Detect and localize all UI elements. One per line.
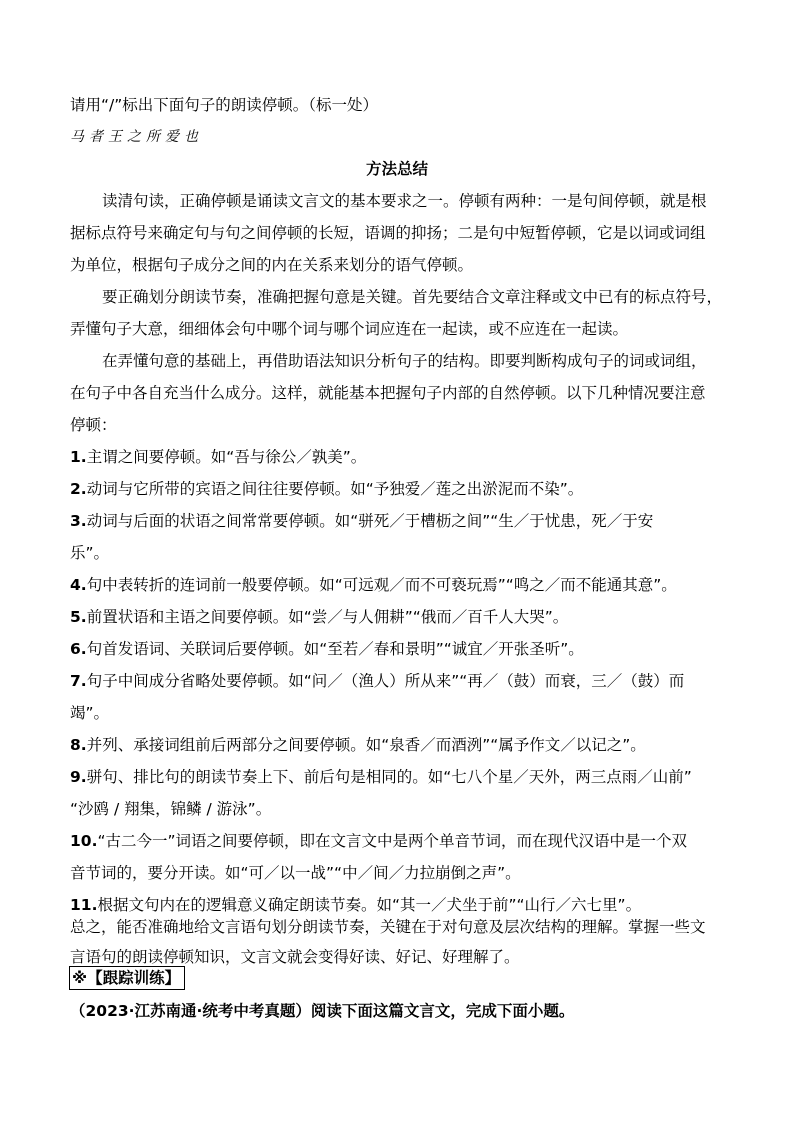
rule-text: 音节词的，要分开读。如“可／以一战”“中／间／力拉崩倒之声”。 [70, 864, 521, 882]
method-paragraph-3-line-1: 在弄懂句意的基础上，再借助语法知识分析句子的结构。即要判断构成句子的词或词组， [102, 352, 707, 370]
training-label: ※【跟踪训练】 [69, 966, 185, 990]
rule-text: 动词与它所带的宾语之间往往要停顿。如“予独爱／莲之出淤泥而不染”。 [86, 480, 584, 498]
method-paragraph-2-line-2: 弄懂句子大意，细细体会句中哪个词与哪个词应连在一起读，或不应连在一起读。 [70, 320, 629, 338]
rule-number: 2. [70, 480, 87, 498]
rule-number: 5. [70, 608, 87, 626]
method-paragraph-1-line-1: 读清句读，正确停顿是诵读文言文的基本要求之一。停顿有两种：一是句间停顿，就是根 [102, 192, 707, 210]
rule-number: 3. [70, 512, 87, 530]
rule-line [70, 862, 726, 884]
question-instruction: 请用“/”标出下面句子的朗读停顿。（标一处） [70, 96, 379, 114]
rule-text: 主谓之间要停顿。如“吾与徐公／孰美”。 [86, 448, 367, 466]
rule-text: 竭”。 [70, 704, 110, 722]
rule-number: 4. [70, 576, 87, 594]
method-paragraph-3-line-2: 在句子中各自充当什么成分。这样，就能基本把握句子内部的自然停顿。以下几种情况要注意 [70, 384, 706, 402]
rule-text: 骈句、排比句的朗读节奏上下、前后句是相同的。如“七八个星／天外，两三点雨／山前” [86, 768, 692, 786]
method-paragraph-2-line-1: 要正确划分朗读节奏，准确把握句意是关键。首先要结合文章注释或文中已有的标点符号， [102, 288, 723, 306]
rule-text: 句中表转折的连词前一般要停顿。如“可远观／而不可亵玩焉”“鸣之／而不能通其意”。 [86, 576, 677, 594]
method-paragraph-1-line-3: 为单位，根据句子成分之间的内在关系来划分的语气停顿。 [70, 256, 474, 274]
rule-line [70, 542, 726, 564]
rule-text: 动词与后面的状语之间常常要停顿。如“骈死／于槽枥之间”“生／于忧患，死／于安 [86, 512, 654, 530]
method-title: 方法总结 [365, 160, 428, 178]
rule-line [70, 702, 726, 724]
rule-text: 根据文句内在的逻辑意义确定朗读节奏。如“其一／犬坐于前”“山行／六七里”。 [97, 896, 642, 914]
rule-line [70, 670, 726, 692]
rule-line [70, 510, 726, 532]
method-paragraph-1-line-2: 据标点符号来确定句与句之间停顿的长短，语调的抑扬；二是句中短暂停顿，它是以词或词组 [70, 224, 706, 242]
rule-line [70, 574, 726, 596]
training-source: （2023·江苏南通·统考中考真题）阅读下面这篇文言文，完成下面小题。 [70, 1002, 575, 1020]
rule-text: 乐”。 [70, 544, 110, 562]
rule-number: 7. [70, 672, 87, 690]
rule-text: 句首发语词、关联词后要停顿。如“至若／春和景明”“诚宜／开张圣听”。 [86, 640, 584, 658]
rule-line [70, 766, 726, 788]
summary-line-2: 言语句的朗读停顿知识，文言文就会变得好读、好记、好理解了。 [70, 948, 520, 966]
summary-line-1: 总之，能否准确地给文言语句划分朗读节奏，关键在于对句意及层次结构的理解。掌握一些文 [70, 918, 706, 936]
rule-text: “古二今一”词语之间要停顿，即在文言文中是两个单音节词，而在现代汉语中是一个双 [97, 832, 688, 850]
rule-number: 8. [70, 736, 87, 754]
rule-number: 10. [70, 832, 98, 850]
rule-line [70, 606, 726, 628]
rule-line [70, 734, 726, 756]
rule-line [70, 798, 726, 820]
rule-text: 句子中间成分省略处要停顿。如“问／（渔人）所从来”“再／（鼓）而衰，三／（鼓）而 [86, 672, 685, 690]
rule-number: 11. [70, 896, 98, 914]
rule-line [70, 830, 726, 852]
rule-text: 并列、承接词组前后两部分之间要停顿。如“泉香／而酒洌”“属予作文／以记之”。 [86, 736, 646, 754]
rule-text: “沙鸥 / 翔集，锦鳞 / 游泳”。 [70, 800, 272, 818]
rule-line [70, 446, 726, 468]
rule-line [70, 478, 726, 500]
rule-number: 9. [70, 768, 87, 786]
rule-text: 前置状语和主语之间要停顿。如“尝／与人佣耕”“俄而／百千人大哭”。 [86, 608, 569, 626]
question-sentence: 马者王之所爱也 [70, 129, 203, 145]
method-paragraph-3-line-3: 停顿： [70, 416, 117, 434]
rule-number: 1. [70, 448, 87, 466]
rule-number: 6. [70, 640, 87, 658]
rule-line [70, 638, 726, 660]
rule-line [70, 894, 726, 916]
